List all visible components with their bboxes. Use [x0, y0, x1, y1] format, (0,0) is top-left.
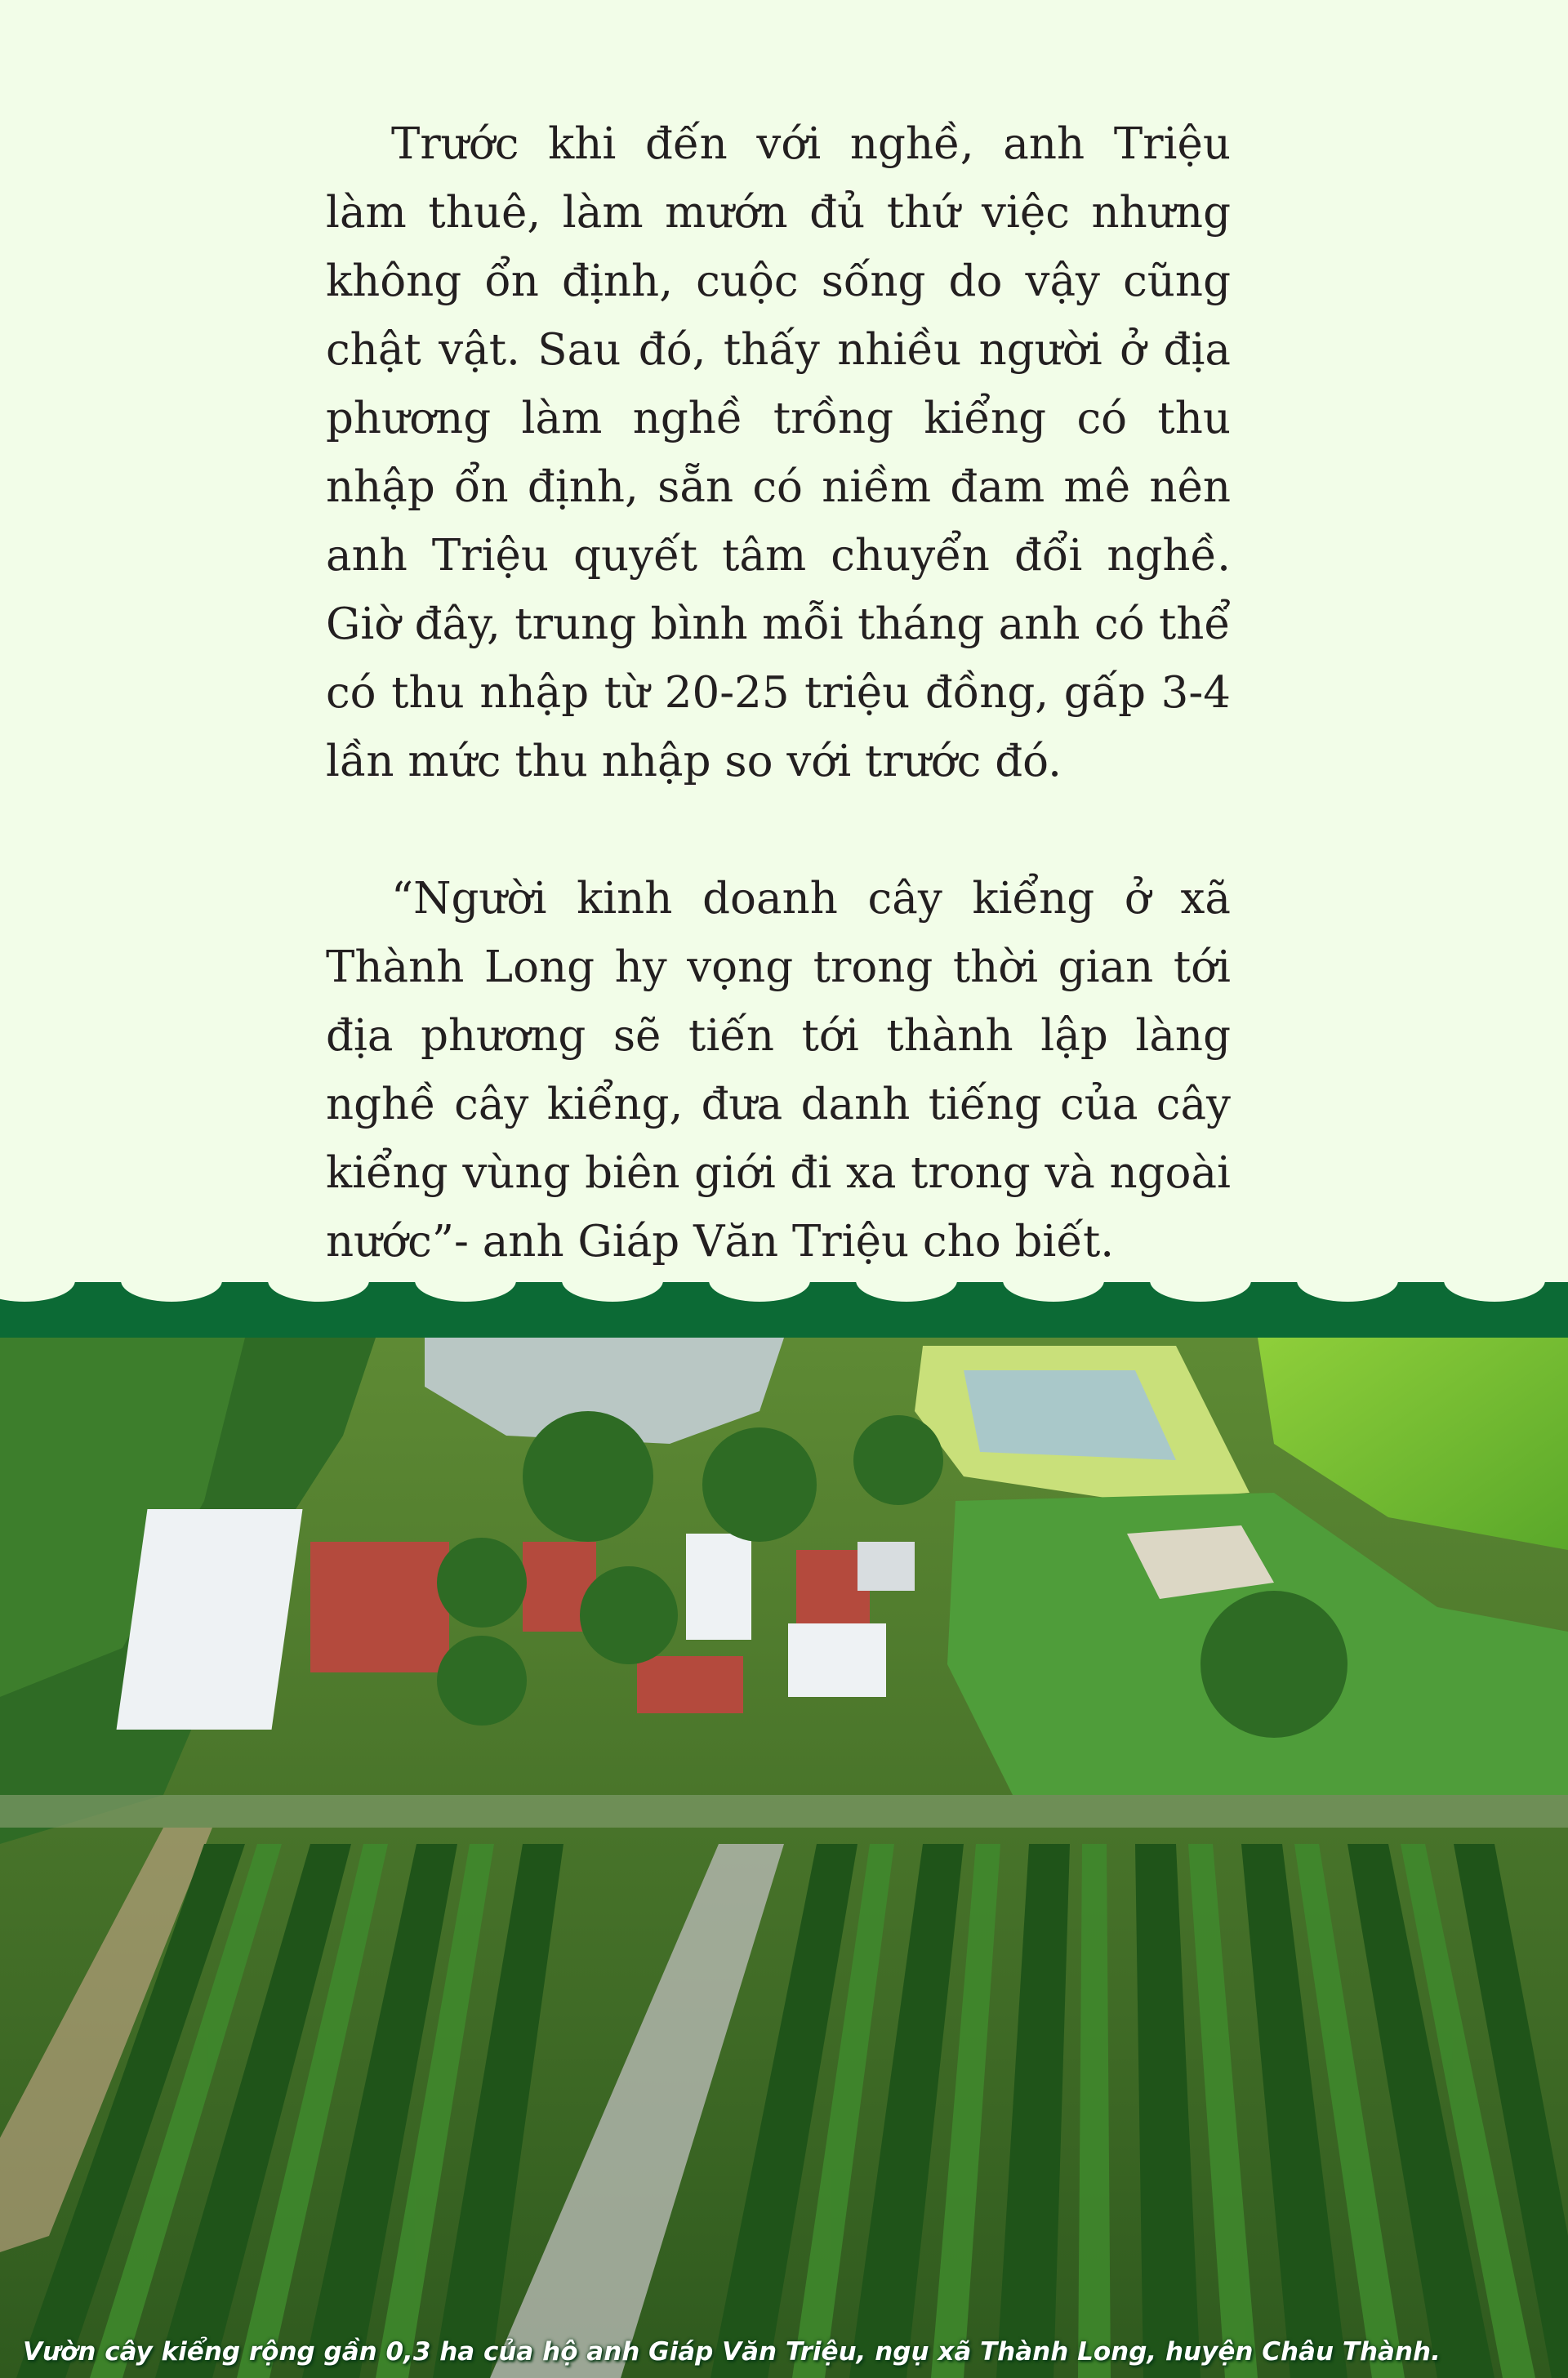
aerial-garden-photo: [0, 1338, 1568, 2378]
article-paragraph-1: Trước khi đến với nghề, anh Triệu làm thuê, làm mướn đủ thứ việc nhưng không ổn định, cuộc sống do vậy cũng chật vật. Sau đó, thấy nhiều người ở địa phương làm nghề trồng kiểng có thu nhập ổn định, sẵn có niềm đam mê nên anh Triệu quyết tâm chuyển đổi nghề. Giờ đây, trung bình mỗi tháng anh có thể có thu nhập từ 20-25 triệu đồng, gấp 3-4 lần mức thu nhập so với trước đó.: [326, 119, 1231, 786]
scalloped-divider: [0, 1274, 1568, 1339]
article-paragraph-2: “Người kinh doanh cây kiểng ở xã Thành Long hy vọng trong thời gian tới địa phương sẽ tiến tới thành lập làng nghề cây kiểng, đưa danh tiếng của cây kiểng vùng biên giới đi xa trong và ngoài nước”- anh Giáp Văn Triệu cho biết.: [326, 874, 1231, 1267]
article-body: [326, 110, 1231, 1276]
aerial-photo-illustration: [0, 1338, 1568, 2378]
photo-caption: Vườn cây kiểng rộng gần 0,3 ha của hộ anh Giáp Văn Triệu, ngụ xã Thành Long, huyện Châu Thành.: [23, 2337, 1441, 2367]
